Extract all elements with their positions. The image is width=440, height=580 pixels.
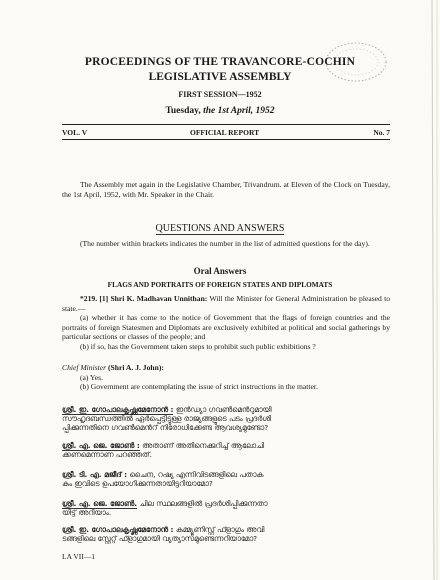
binding-edge bbox=[428, 0, 440, 580]
entry-1-cont: സൗഹൃദബന്ധത്തിൽ ഏർപ്പെട്ടിട്ടുള്ള രാജ്യങ്ങളുടെ പടം പ്രദർശി bbox=[62, 414, 272, 423]
entry-5-cont: ടങ്ങളിലെ സ്റ്റേറ്റ് ഫ്ളാഗുമായി വ്യത്യാസമുണ്ടെന്നറിയാമോ? bbox=[62, 534, 258, 543]
handwritten-entry-4 bbox=[62, 499, 392, 517]
answer-a: (a) Yes. bbox=[80, 373, 103, 382]
entry-3-cont: കം ഇവിടെ ഉപയോഗിക്കുന്നതായിട്ടറിയാമോ? bbox=[62, 479, 213, 488]
entry-5-text: കമ്മ്യൂണിസ്റ്റ് ഫ്ളാഗും അവി bbox=[173, 525, 265, 534]
question-part-a: (a) whether it has come to the notice of Government that the flags of foreign countries and the portraits of foreign Statesmen and Diplomats are exclusively exhibited at political and social gatherings by particular sections or classes of the people; and bbox=[62, 313, 390, 342]
entry-3-text: ചൈന, റഷ്യ എന്നിവിടങ്ങളിലെ പതാക bbox=[127, 470, 264, 479]
handwritten-entry-3 bbox=[62, 470, 392, 488]
section-title-text: QUESTIONS AND ANSWERS bbox=[155, 223, 285, 234]
answer-speaker-title: Chief Minister bbox=[62, 363, 107, 372]
entry-2-cont: ക്കണമെന്നാണ പറഞ്ഞത്. bbox=[62, 450, 152, 459]
answer-speaker-name: (Shri A. J. John): bbox=[106, 363, 164, 372]
session-line: FIRST SESSION—1952 bbox=[178, 90, 262, 99]
flags-title: FLAGS AND PORTRAITS OF FOREIGN STATES AND DIPLOMATS bbox=[107, 280, 333, 289]
entry-1-cont2: പ്പിക്കുന്നതിനെ ഗവൺമെൻറ് നിരോധിക്കേണ്ട ആവശ്യമുണ്ടോ? bbox=[62, 423, 269, 432]
entry-1-speaker: ശ്രീ. ഇ. ഗോപാലകൃഷ്ണമേനോൻ : bbox=[62, 405, 174, 414]
answer-speaker bbox=[62, 363, 390, 373]
title-line-2: LEGISLATIVE ASSEMBLY bbox=[148, 71, 292, 83]
entry-3-speaker: ശ്രീ. ടി. എ. മജീദ് : bbox=[62, 470, 128, 479]
header-rule-top bbox=[62, 124, 390, 125]
date-line bbox=[0, 106, 440, 116]
page-footer: LA VII—1 bbox=[62, 552, 95, 561]
handwritten-entry-5 bbox=[62, 525, 392, 543]
official-report-label: OFFICIAL REPORT bbox=[190, 128, 260, 137]
handwritten-entry-2 bbox=[62, 441, 392, 459]
entry-4-cont: യിട്ട് അറിയാം. bbox=[62, 508, 112, 517]
section-title bbox=[0, 223, 440, 234]
volume-label: VOL. V bbox=[62, 128, 88, 137]
bracket-note: (The number within brackets indicates the number in the list of admitted questions for the day). bbox=[80, 239, 370, 248]
question-lead: Will the Minister for General Administration be pleased to state.— bbox=[62, 294, 390, 313]
entry-4-speaker: ശ്രീ. എ. ജെ. ജോൺ. bbox=[62, 499, 138, 508]
question-speaker: *219. [1] Shri K. Madhavan Unnithan: bbox=[80, 294, 208, 303]
handwritten-entry-1 bbox=[62, 405, 392, 432]
date-rest: the 1st April, 1952 bbox=[200, 106, 275, 116]
entry-1-text: ഇൻഡ്യാ ഗവൺമെൻറുമായി bbox=[173, 405, 272, 414]
entry-5-speaker: ശ്രീ. ഇ. ഗോപാലകൃഷ്ണമേനോൻ : bbox=[62, 525, 174, 534]
title-line-1: PROCEEDINGS OF THE TRAVANCORE-COCHIN bbox=[84, 56, 356, 68]
date-day: Tuesday, bbox=[165, 106, 201, 116]
entry-4-text: ചില സ്ഥലങ്ങളിൽ പ്രദർശിപ്പിക്കുന്നതാ bbox=[137, 499, 268, 508]
entry-2-speaker: ശ്രീ. എ. ജെ. ജോൺ : bbox=[62, 441, 140, 450]
header-rule-bottom bbox=[62, 139, 390, 140]
question-part-b: (b) if so, has the Government taken steps to prohibit such public exhibitions ? bbox=[80, 342, 316, 351]
intro-paragraph: The Assembly met again in the Legislative Chamber, Trivandrum. at Eleven of the Clock on Tuesday, the 1st April, 1952, with Mr. Speaker in the Chair. bbox=[62, 180, 390, 199]
answer-b: (b) Government are contemplating the issue of strict instructions in the matter. bbox=[80, 382, 318, 391]
oral-answers-title: Oral Answers bbox=[193, 266, 247, 276]
issue-number: No. 7 bbox=[373, 128, 390, 137]
question-intro bbox=[62, 294, 390, 313]
entry-2-text: അതാണ് അതിനെക്കുറിച്ച് ആലോചി bbox=[139, 441, 265, 450]
